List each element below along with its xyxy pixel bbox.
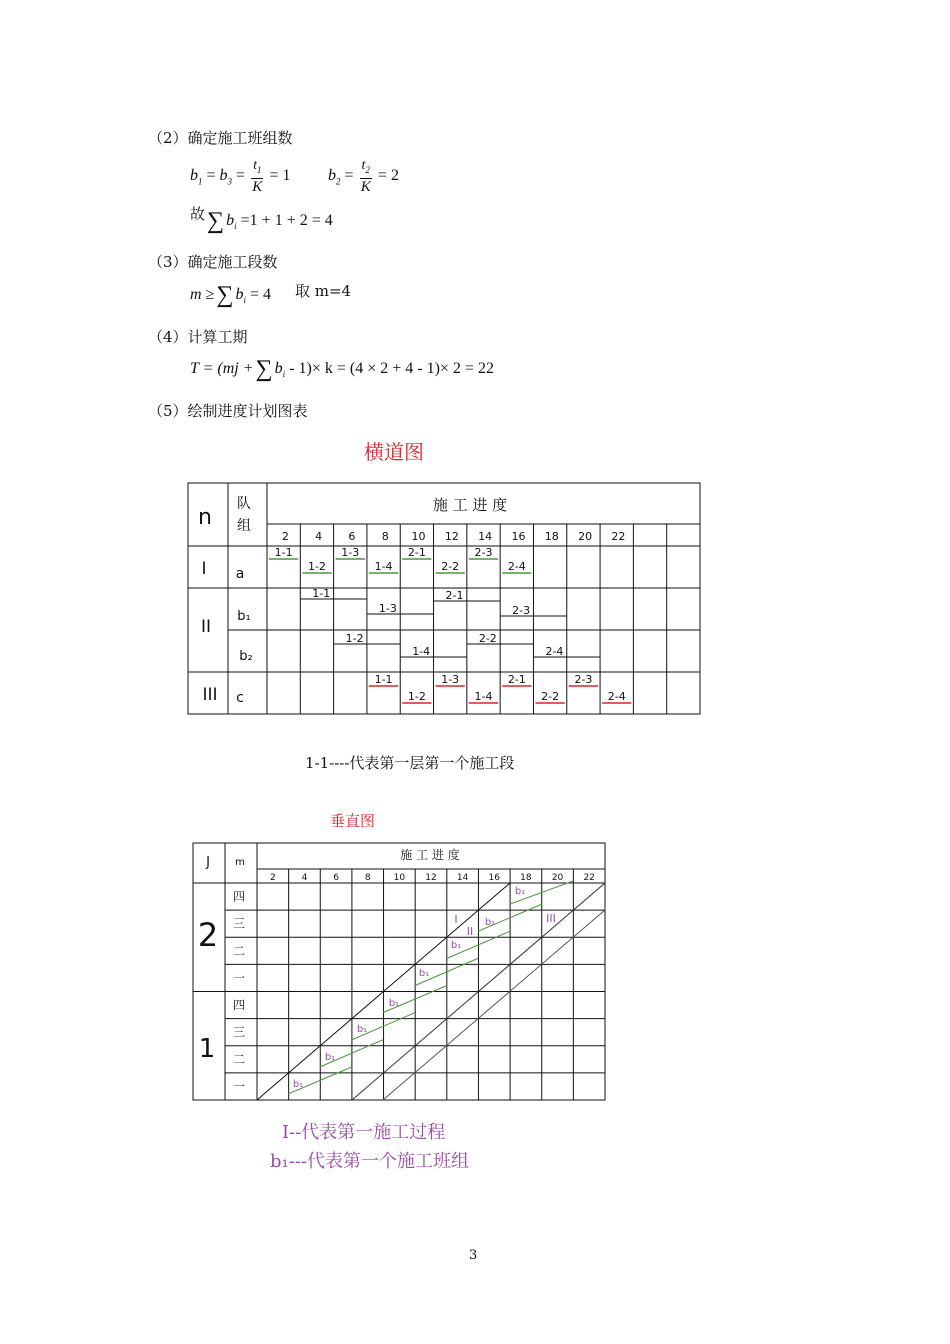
vertical-segment-label: 四 (232, 889, 246, 904)
page-number: 3 (469, 1248, 478, 1263)
gantt-col-team: 组 (237, 518, 251, 534)
vertical-tick-label: 16 (488, 873, 500, 883)
step-4-heading: （4）计算工期 (148, 328, 248, 346)
vertical-tick-label: 12 (425, 873, 437, 883)
gantt-tick-label: 10 (411, 530, 426, 543)
vertical-tick-label: 4 (301, 873, 308, 883)
vertical-team-label: b₁ (514, 886, 526, 897)
equation-b2: $b_2$ = $\frac{t_2}{K}$ = 2 (328, 158, 399, 195)
vertical-note-1: I--代表第一施工过程 (282, 1122, 446, 1143)
vertical-team-label: b₁ (292, 1079, 304, 1090)
vertical-tick-label: 8 (364, 873, 371, 883)
gantt-title: 横道图 (364, 440, 424, 464)
gantt-tick-label: 16 (511, 530, 526, 543)
vertical-header: 施 工 进 度 (400, 848, 460, 862)
gantt-bar-label: 2-4 (607, 690, 626, 703)
gantt-bar-label: 1-4 (412, 645, 431, 658)
vertical-segment-label: 三 (232, 916, 246, 931)
gantt-bar-label: 2-2 (478, 632, 497, 645)
step-2-heading: （2）确定施工班组数 (148, 129, 293, 147)
take-m-note: 取 m=4 (295, 282, 352, 300)
gantt-bar-label: 2-4 (507, 560, 526, 573)
equation-T: T = (mj +∑ $b_i - 1)\times k = (4 \times 2 + 4 - 1)\times 2 = 22$ (190, 356, 494, 382)
vertical-segment-label: 一 (232, 970, 246, 985)
gantt-bar-label: 1-3 (378, 602, 397, 615)
gantt-bar-label: 1-1 (312, 587, 331, 600)
gantt-bar-label: 1-1 (374, 673, 393, 686)
equation-b1-b3: $b_1 = b_3$ = $\frac{t_1}{K}$ = 1 (190, 158, 291, 195)
gantt-tick-label: 8 (381, 530, 389, 543)
gantt-bar-label: 1-2 (345, 632, 364, 645)
vertical-process-label: II (466, 925, 474, 938)
gantt-bar-label: 2-1 (507, 673, 526, 686)
vertical-floor-label: 1 (198, 1034, 216, 1064)
gantt-note: 1-1----代表第一层第一个施工段 (305, 754, 515, 772)
gantt-bar-label: 2-1 (407, 546, 426, 559)
vertical-tick-label: 2 (269, 873, 276, 883)
gantt-tick-label: 20 (578, 530, 593, 543)
gantt-process-label: II (200, 617, 212, 637)
gantt-tick-label: 4 (315, 530, 323, 543)
vertical-tick-label: 20 (551, 873, 564, 883)
vertical-tick-label: 22 (583, 873, 595, 883)
gantt-header: 施 工 进 度 (432, 496, 508, 514)
vertical-team-label: b₁ (356, 1024, 368, 1035)
gantt-team-label: c (236, 690, 244, 706)
gantt-process-label: I (201, 559, 207, 579)
vertical-team-label: b₁ (324, 1052, 336, 1063)
vertical-segment-label: 四 (232, 998, 246, 1013)
gantt-bar-label: 1-4 (374, 560, 393, 573)
vertical-segment-label: 三 (232, 1025, 246, 1040)
vertical-segment-label: 二 (232, 943, 246, 958)
gantt-bar-label: 1-3 (441, 673, 460, 686)
vertical-team-label: b₁ (388, 998, 400, 1009)
vertical-floor-label: 2 (197, 916, 219, 954)
vertical-segment-label: 一 (232, 1079, 246, 1094)
gantt-tick-label: 22 (611, 530, 626, 543)
vertical-col-m: m (235, 857, 245, 868)
step-3-heading: （3）确定施工段数 (148, 253, 278, 271)
vertical-process-label: I (454, 913, 458, 926)
vertical-tick-label: 6 (333, 873, 339, 883)
vertical-col-j: J (206, 855, 210, 870)
gantt-tick-label: 18 (544, 530, 559, 543)
gantt-bar-label: 2-4 (545, 645, 564, 658)
gantt-team-label: b₁ (237, 609, 251, 624)
gantt-bar-label: 2-3 (474, 546, 493, 559)
equation-m: m ≥∑ $b_i = 4$ (190, 282, 271, 308)
gantt-bar-label: 2-3 (512, 604, 531, 617)
vertical-tick-label: 14 (456, 873, 469, 883)
vertical-team-label: b₁ (450, 940, 462, 951)
gantt-tick-label: 6 (348, 530, 356, 543)
vertical-tick-label: 18 (520, 873, 532, 883)
gantt-bar-label: 2-1 (445, 589, 464, 602)
gantt-bar-label: 1-2 (307, 560, 326, 573)
vertical-team-label: b₁ (418, 968, 430, 979)
gantt-team-label: b₂ (239, 649, 253, 664)
gantt-bar-label: 1-3 (341, 546, 360, 559)
step-5-heading: （5）绘制进度计划图表 (148, 402, 308, 420)
vertical-process-label: III (546, 912, 556, 925)
vertical-tick-label: 10 (393, 873, 406, 883)
equation-sum-b: 故∑ $b_i =1 + 1 + 2 = 4$ (190, 205, 333, 234)
gantt-tick-label: 2 (281, 530, 289, 543)
gantt-bar-label: 1-2 (407, 690, 426, 703)
gantt-bar-label: 2-2 (541, 690, 560, 703)
vertical-segment-label: 二 (232, 1052, 246, 1067)
gantt-team-label: a (235, 566, 245, 582)
gantt-bar-label: 1-4 (474, 690, 493, 703)
vertical-team-label: b₁ (484, 917, 496, 928)
gantt-bar-label: 2-3 (574, 673, 593, 686)
gantt-tick-label: 14 (478, 530, 493, 543)
gantt-process-label: III (202, 685, 218, 705)
vertical-title: 垂直图 (330, 812, 376, 830)
gantt-bar-label: 1-1 (274, 546, 293, 559)
gantt-col-team: 队 (237, 496, 251, 512)
gantt-tick-label: 12 (444, 530, 459, 543)
gantt-col-n: n (198, 505, 212, 530)
vertical-note-2: b₁---代表第一个施工班组 (270, 1151, 469, 1172)
gantt-bar-label: 2-2 (441, 560, 460, 573)
